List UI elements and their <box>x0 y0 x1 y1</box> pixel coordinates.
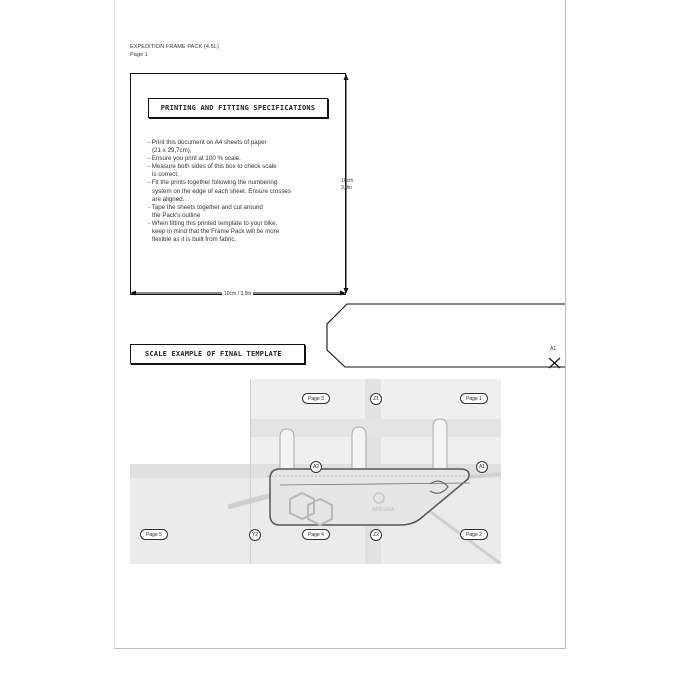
a1-marker: A1 <box>476 461 488 473</box>
specification-item: - Measure both sides of this box to check scale is correct. <box>148 163 338 179</box>
a2-marker: A2 <box>310 461 322 473</box>
specification-item: - Print this document on A4 sheets of paper (21 x 29,7cm), <box>148 139 338 155</box>
page-2-tag: Page 2 <box>460 529 488 540</box>
page-1-tag: Page 1 <box>460 393 488 404</box>
svg-text:APIDURA: APIDURA <box>372 507 395 513</box>
page-3-tag: Page 3 <box>302 393 330 404</box>
specification-item: - When fitting this printed template to your bike, keep in mind that the Frame Pack will be more flexible as it is built from fabric. <box>148 220 338 244</box>
specifications-title: PRINTING AND FITTING SPECIFICATIONS <box>148 98 328 118</box>
dimension-label-in: 3,9in <box>341 185 352 191</box>
specification-item: - Ensure you print at 100 % scale. <box>148 155 338 163</box>
z2-marker: Z2 <box>370 529 382 541</box>
page-number: Page 1 <box>130 52 149 58</box>
alignment-marker-label: A1 <box>550 346 557 352</box>
document-title: EXPEDITION FRAME PACK (4.5L) <box>130 44 219 50</box>
dimension-label-cm: 10cm <box>341 178 354 184</box>
specifications-list <box>148 139 338 244</box>
dimension-label-horizontal: 10cm / 3,9in <box>224 291 252 297</box>
page-4-tag: Page 4 <box>302 529 330 540</box>
specification-item: - Tape the sheets together and cut around the Pack's outline <box>148 204 338 220</box>
z1-marker: Z1 <box>370 393 382 405</box>
specification-item: - Fit the prints together following the numbering system on the edge of each sheet. Ensure crosses are aligned. <box>148 179 338 203</box>
scale-example-image <box>130 379 501 564</box>
page-5-tag: Page 5 <box>140 529 168 540</box>
y2-marker: Y2 <box>249 529 261 541</box>
scale-example-title: SCALE EXAMPLE OF FINAL TEMPLATE <box>130 344 305 364</box>
